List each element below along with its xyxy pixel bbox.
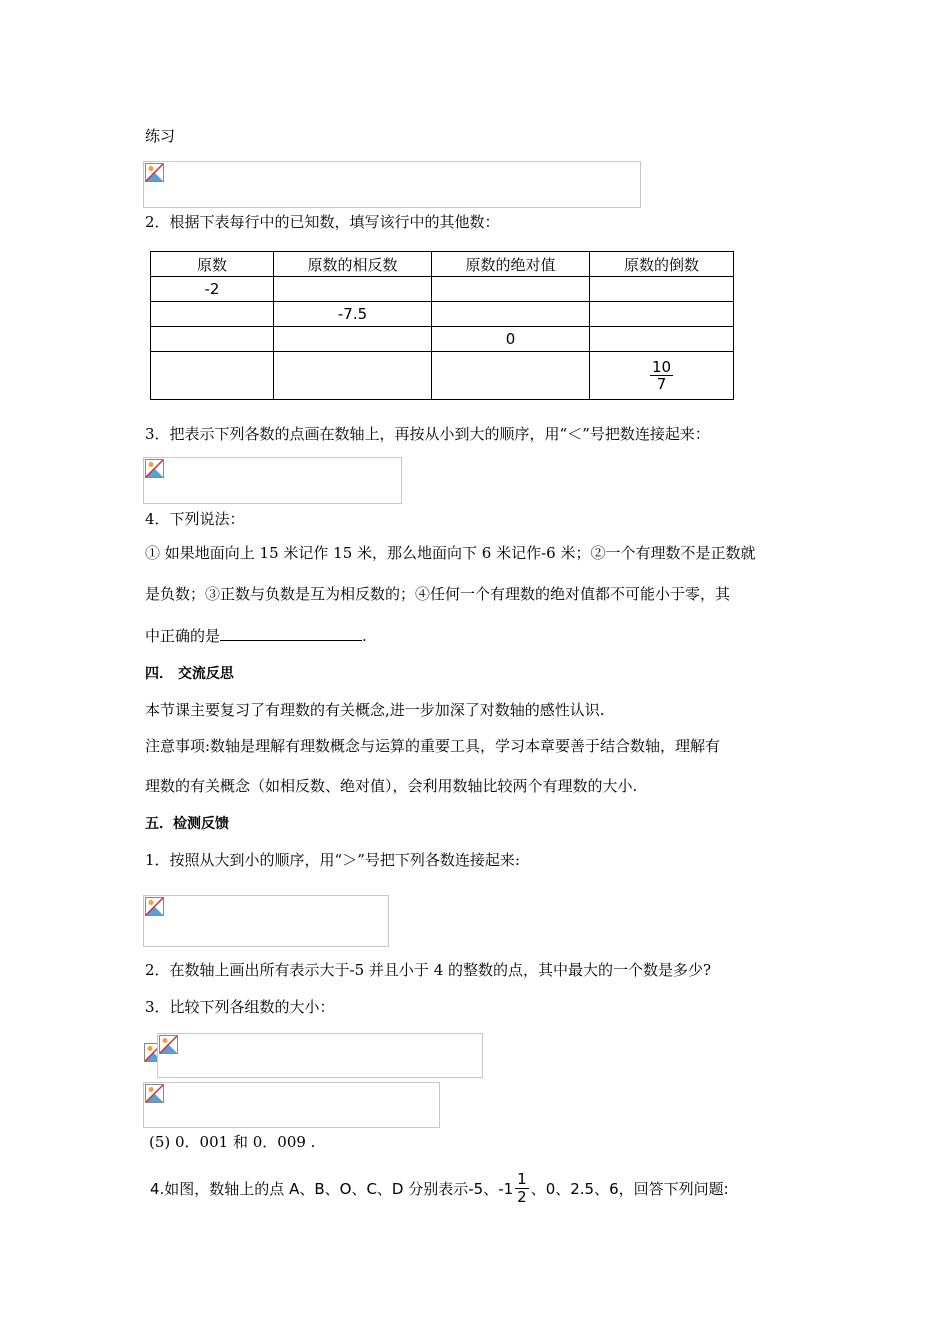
image-placeholder: [143, 161, 641, 208]
test-4-text: [150, 1163, 729, 1213]
table-cell: [151, 302, 274, 327]
table-cell: [274, 327, 432, 352]
broken-image-icon: [145, 163, 164, 182]
question-4-line-1: ① 如果地面向上 15 米记作 15 米，那么地面向下 6 米记作-6 米；②一个有理数不是正数就: [145, 544, 756, 562]
broken-image-icon: [145, 897, 164, 916]
table-row: [151, 277, 734, 302]
question-4-line-3-suffix: .: [362, 627, 367, 645]
test-2-text: 2．在数轴上画出所有表示大于-5 并且小于 4 的整数的点，其中最大的一个数是多少?: [145, 961, 712, 979]
table-header: 原数的倒数: [590, 252, 734, 277]
practice-heading: 练习: [145, 127, 176, 145]
table-row: [151, 352, 734, 400]
table-cell: [590, 352, 734, 400]
image-placeholder: [143, 457, 402, 504]
answer-blank[interactable]: [220, 628, 362, 641]
test-3-item-5: (5) 0．001 和 0．009 .: [149, 1133, 316, 1151]
table-cell: [274, 352, 432, 400]
broken-image-icon: [145, 1084, 164, 1103]
fraction-numerator: 1: [517, 1170, 527, 1188]
table-header: 原数的相反数: [274, 252, 432, 277]
table-cell: [151, 327, 274, 352]
image-placeholder: [157, 1033, 483, 1078]
fraction: [515, 1171, 529, 1205]
test-3-text: 3．比较下列各组数的大小：: [145, 998, 335, 1016]
table-cell: [432, 302, 590, 327]
table-row: [151, 302, 734, 327]
table-header: 原数的绝对值: [432, 252, 590, 277]
question-4-line-3: [145, 628, 367, 644]
fraction-numerator: 10: [651, 357, 672, 376]
table-cell: [274, 277, 432, 302]
test-1-text: 1．按照从大到小的顺序，用“＞”号把下列各数连接起来:: [145, 851, 520, 869]
broken-image-icon: [159, 1035, 178, 1054]
broken-image-icon: [145, 459, 164, 478]
fraction: [650, 359, 673, 393]
table-row: [151, 327, 734, 352]
question-2-text: 2．根据下表每行中的已知数，填写该行中的其他数：: [145, 213, 500, 231]
image-placeholder: [143, 1082, 440, 1128]
section-4-title: 四． 交流反思: [145, 666, 234, 682]
question-4-title: 4．下列说法：: [145, 510, 245, 528]
note-line-1: 注意事项:数轴是理解有理数概念与运算的重要工具，学习本章要善于结合数轴，理解有: [145, 737, 721, 755]
fraction-denominator: 7: [656, 375, 667, 393]
section-5-title: 五．检测反馈: [145, 816, 229, 832]
summary-line: 本节课主要复习了有理数的有关概念,进一步加深了对数轴的感性认识.: [145, 701, 605, 719]
table-cell: [432, 277, 590, 302]
table-cell: [590, 302, 734, 327]
question-4-line-2: 是负数；③正数与负数是互为相反数的；④任何一个有理数的绝对值都不可能小于零，其: [145, 585, 731, 603]
table-cell: [432, 352, 590, 400]
table-cell: 0: [432, 327, 590, 352]
table-cell: -2: [151, 277, 274, 302]
question-3-text: 3．把表示下列各数的点画在数轴上，再按从小到大的顺序，用“＜”号把数连接起来：: [145, 425, 710, 443]
table-cell: [151, 352, 274, 400]
table-cell: -7.5: [274, 302, 432, 327]
note-line-2: 理数的有关概念（如相反数、绝对值），会利用数轴比较两个有理数的大小.: [145, 777, 638, 795]
table-cell: [590, 327, 734, 352]
test-4-suffix: 、0、2.5、6，回答下列问题:: [530, 1179, 729, 1198]
image-placeholder: [143, 895, 389, 947]
table-header: 原数: [151, 252, 274, 277]
table-cell: [590, 277, 734, 302]
test-4-prefix: 4.如图，数轴上的点 A、B、O、C、D 分别表示-5、-1: [150, 1179, 514, 1198]
question-4-line-3-prefix: 中正确的是: [145, 627, 221, 645]
number-table: [150, 251, 734, 400]
fraction-denominator: 2: [517, 1187, 527, 1206]
